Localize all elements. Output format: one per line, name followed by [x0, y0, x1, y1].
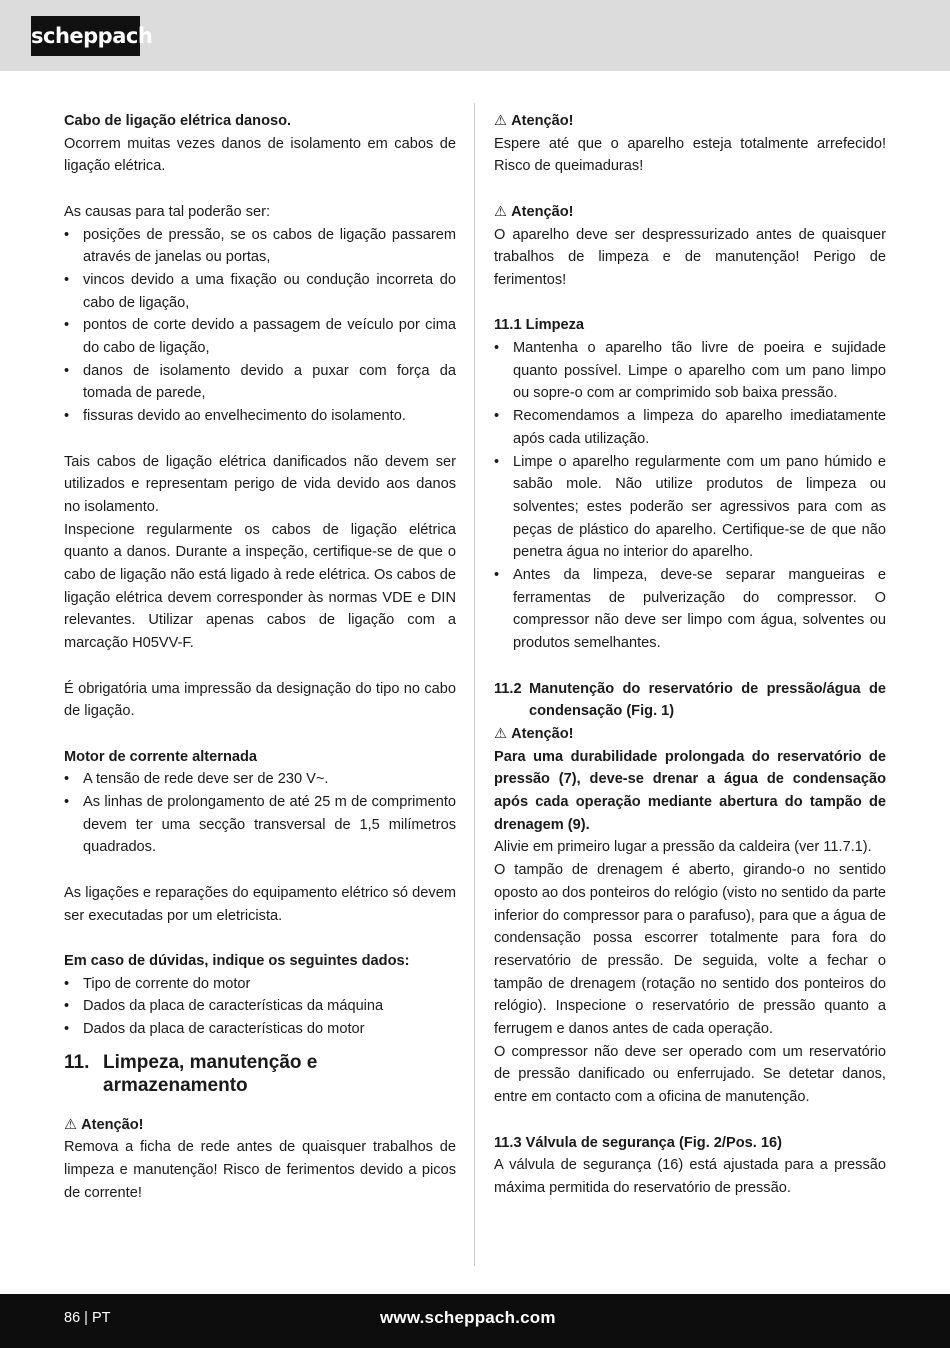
warning-text: O aparelho deve ser despressurizado antes de quaisquer trabalhos de limpeza e de manutenção! Perigo de ferimentos!: [494, 226, 886, 288]
page-number: 86 | PT: [64, 1310, 111, 1326]
warning-heading: ⚠ Atenção!: [494, 203, 574, 220]
list-item: • vincos devido a uma fixação ou condução incorreta do cabo de ligação,: [64, 271, 456, 311]
scheppach-logo: scheppach: [31, 16, 140, 56]
header-bar: [0, 0, 950, 71]
pressure-relief-text: Alivie em primeiro lugar a pressão da caldeira (ver 11.7.1).: [494, 839, 872, 856]
section-title: Limpeza, manutenção e armazenamento: [103, 1051, 318, 1097]
list-item: • pontos de corte devido a passagem de veículo por cima do cabo de ligação,: [64, 317, 456, 357]
warning-heading: ⚠ Atenção!: [494, 725, 574, 742]
list-item: • Mantenha o aparelho tão livre de poeira e sujidade quanto possível. Limpe o aparelho com um pano limpo ou sopre-o com ar comprimido sob baixa pressão.: [494, 340, 886, 402]
type-designation-text: É obrigatória uma impressão da designação do tipo no cabo de ligação.: [64, 680, 456, 720]
column-divider: [474, 103, 475, 1266]
electrician-text: As ligações e reparações do equipamento elétrico só devem ser executadas por um eletricista.: [64, 884, 456, 924]
doubts-title: Em caso de dúvidas, indique os seguintes dados:: [64, 952, 410, 969]
damaged-paragraph: Tais cabos de ligação elétrica danificados não devem ser utilizados e representam perigo de vida devido aos danos no isolamento.: [64, 453, 456, 515]
section-11-heading: [64, 1051, 456, 1098]
cable-intro: Ocorrem muitas vezes danos de isolamento em cabos de ligação elétrica.: [64, 135, 456, 175]
motor-title: Motor de corrente alternada: [64, 748, 258, 765]
warning-heading: ⚠ Atenção!: [494, 113, 574, 129]
right-column: [494, 110, 886, 1200]
warning-icon: ⚠: [494, 203, 508, 220]
causes-list: [64, 224, 456, 428]
list-item: • Recomendamos a limpeza do aparelho imediatamente após cada utilização.: [494, 408, 886, 447]
list-item: • A tensão de rede deve ser de 230 V~.: [64, 771, 329, 788]
list-item: • Dados da placa de características da máquina: [64, 998, 384, 1015]
section-11-3-title: 11.3 Válvula de segurança (Fig. 2/Pos. 16): [494, 1134, 782, 1151]
warning-icon: ⚠: [64, 1116, 78, 1133]
list-item: • As linhas de prolongamento de até 25 m de comprimento devem ter uma secção transversal de 1,5 milímetros quadrados.: [64, 794, 456, 856]
causes-intro: As causas para tal poderão ser:: [64, 203, 271, 220]
section-11-1-title: 11.1 Limpeza: [494, 317, 585, 334]
warning-heading: ⚠ Atenção!: [64, 1116, 144, 1133]
drain-plug-text: O tampão de drenagem é aberto, girando-o no sentido oposto ao dos ponteiros do relógio (visto no sentido da parte inferior do compressor para o parafuso), para que a água de condensação possa escorrer totalmente para fora do reservatório de pressão. De seguida, volte a fechar o tampão de drenagem (rotação no sentido dos ponteiros do relógio). Inspecione o reservatório de pressão quanto a ferrugem e danos antes de cada operação.: [494, 862, 886, 1038]
list-item: • danos de isolamento devido a puxar com força da tomada de parede,: [64, 362, 456, 402]
safety-valve-text: A válvula de segurança (16) está ajustada para a pressão máxima permitida do reservatório de pressão.: [494, 1157, 886, 1196]
list-item: • posições de pressão, se os cabos de ligação passarem através de janelas ou portas,: [64, 226, 456, 266]
motor-list: [64, 768, 456, 859]
website-link[interactable]: www.scheppach.com: [380, 1308, 556, 1327]
list-item: • Tipo de corrente do motor: [64, 975, 251, 992]
footer-bar: [0, 1294, 950, 1348]
warning-text: Espere até que o aparelho esteja totalmente arrefecido! Risco de queimaduras!: [494, 135, 886, 175]
section-11-2-title: 11.2 Manutenção do reservatório de pressão/água de condensação (Fig. 1): [494, 680, 886, 720]
cleaning-list: [494, 337, 886, 655]
warning-text: Remova a ficha de rede antes de quaisquer trabalhos de limpeza e manutenção! Risco de ferimentos devido a picos de corrente!: [64, 1139, 456, 1201]
drain-instruction: Para uma durabilidade prolongada do reservatório de pressão (7), deve-se drenar a água de condensação após cada operação mediante abertura do tampão de drenagem (9).: [494, 748, 886, 833]
list-item: • fissuras devido ao envelhecimento do isolamento.: [64, 408, 406, 425]
warning-icon: ⚠: [494, 725, 508, 742]
list-item: • Limpe o aparelho regularmente com um pano húmido e sabão mole. Não utilize produtos de limpeza ou solventes; estes poderão ser agressivos para com as peças de plástico do aparelho. Certifique-se de que não penetra água no interior do aparelho.: [494, 453, 886, 561]
list-item: • Dados da placa de características do motor: [64, 1021, 365, 1038]
cable-title: Cabo de ligação elétrica danoso.: [64, 113, 292, 129]
section-number: 11.: [64, 1051, 90, 1073]
left-column: [64, 110, 456, 1205]
damaged-tank-text: O compressor não deve ser operado com um reservatório de pressão danificado ou enferrujado. Se detetar danos, entre em contacto com a oficina de manutenção.: [494, 1043, 886, 1106]
warning-icon: ⚠: [494, 113, 508, 129]
doubts-list: [64, 973, 456, 1041]
list-item: • Antes da limpeza, deve-se separar mangueiras e ferramentas de pulverização do compressor. O compressor não deve ser limpo com água, solventes ou produtos semelhantes.: [494, 567, 886, 652]
inspection-paragraph: Inspecione regularmente os cabos de ligação elétrica quanto a danos. Durante a inspeção, certifique-se de que o cabo de ligação não está ligado à rede elétrica. Os cabos de ligação elétrica devem corresponder às normas VDE e DIN relevantes. Utilizar apenas cabos de ligação com a marcação H05VV-F.: [64, 521, 456, 652]
language-code: PT: [91, 1310, 111, 1326]
